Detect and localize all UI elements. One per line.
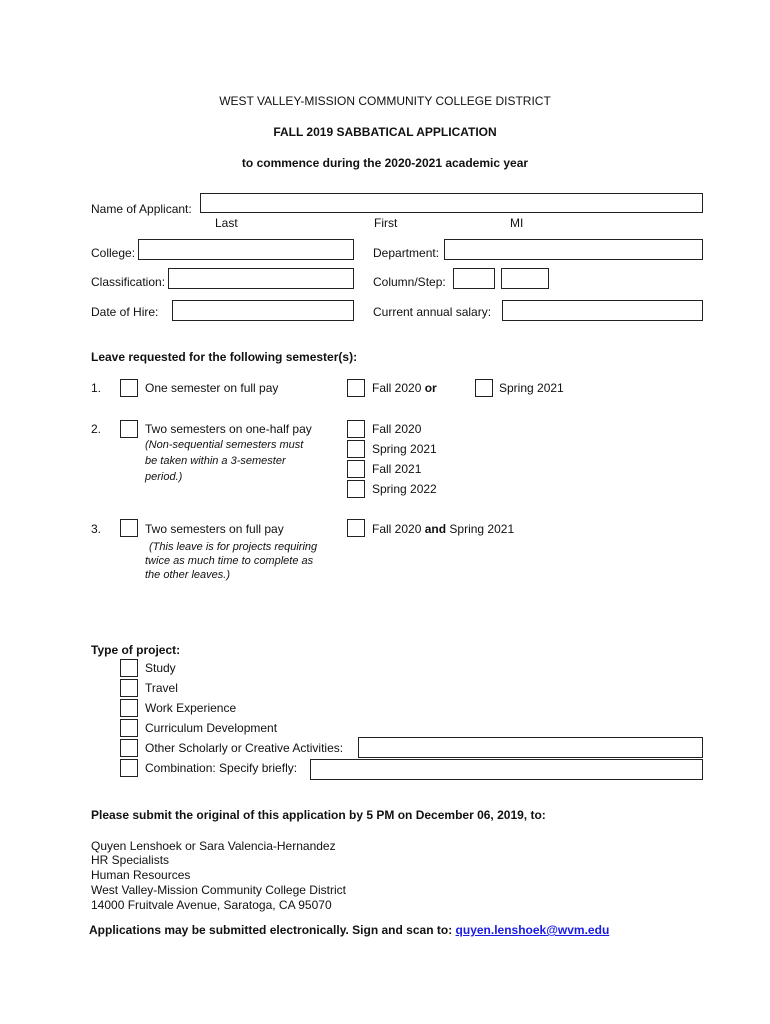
- project-curriculum-label: Curriculum Development: [145, 721, 278, 735]
- column-step-label: Column/Step:: [373, 275, 446, 289]
- department-label: Department:: [373, 246, 440, 260]
- project-study-checkbox[interactable]: [120, 659, 138, 677]
- option-2-checkbox[interactable]: [120, 420, 138, 438]
- project-scholarly-checkbox[interactable]: [120, 739, 138, 757]
- department-field[interactable]: [444, 239, 703, 260]
- college-field[interactable]: [138, 239, 354, 260]
- address-line-4: West Valley-Mission Community College District: [91, 883, 346, 897]
- salary-label: Current annual salary:: [373, 305, 492, 319]
- electronic-submission-text: Applications may be submitted electronically. Sign and scan to:: [89, 923, 453, 937]
- classification-field[interactable]: [168, 268, 354, 289]
- project-scholarly-label: Other Scholarly or Creative Activities:: [145, 741, 344, 755]
- hire-date-label: Date of Hire:: [91, 305, 159, 319]
- opt2-spring2021-label: Spring 2021: [372, 442, 437, 456]
- form-subtitle: to commence during the 2020-2021 academic year: [241, 156, 529, 170]
- option-3-number: 3.: [91, 522, 102, 536]
- scholarly-activities-field[interactable]: [358, 737, 703, 758]
- address-line-3: Human Resources: [91, 868, 191, 882]
- college-label: College:: [91, 246, 136, 260]
- applicant-name-field[interactable]: [200, 193, 703, 213]
- classification-label: Classification:: [91, 275, 166, 289]
- option-3-note-line-1: (This leave is for projects requiring: [149, 541, 318, 553]
- opt1-spring2021-label: Spring 2021: [499, 381, 564, 395]
- opt1-fall2020-text: [372, 381, 437, 395]
- project-travel-checkbox[interactable]: [120, 679, 138, 697]
- option-2-note-line-2: be taken within a 3-semester: [145, 455, 286, 467]
- project-heading: Type of project:: [91, 643, 181, 657]
- opt2-fall2021-label: Fall 2021: [372, 462, 422, 476]
- opt3-choice-text: [372, 522, 514, 536]
- opt3-fall2020-label: Fall 2020: [372, 522, 422, 536]
- district-name: WEST VALLEY-MISSION COMMUNITY COLLEGE DISTRICT: [219, 94, 551, 108]
- opt2-fall2020-label: Fall 2020: [372, 422, 422, 436]
- opt2-spring2021-checkbox[interactable]: [347, 440, 365, 458]
- project-curriculum-checkbox[interactable]: [120, 719, 138, 737]
- email-link[interactable]: quyen.lenshoek@wvm.edu: [455, 923, 610, 937]
- option-3-label: Two semesters on full pay: [145, 522, 284, 536]
- project-combination-checkbox[interactable]: [120, 759, 138, 777]
- option-2-number: 2.: [91, 422, 102, 436]
- opt2-fall2021-checkbox[interactable]: [347, 460, 365, 478]
- project-work-experience-label: Work Experience: [145, 701, 237, 715]
- option-2-note-line-3: period.): [145, 471, 183, 483]
- combination-specify-field[interactable]: [310, 759, 703, 780]
- option-3-note-line-2: twice as much time to complete as: [145, 555, 314, 567]
- address-line-1: Quyen Lenshoek or Sara Valencia-Hernandez: [91, 839, 336, 853]
- form-title: FALL 2019 SABBATICAL APPLICATION: [273, 125, 497, 139]
- project-combination-label: Combination: Specify briefly:: [145, 761, 298, 775]
- option-3-note-line-3: the other leaves.): [145, 569, 230, 581]
- leave-heading: Leave requested for the following semester(s):: [91, 350, 358, 364]
- column-field[interactable]: [453, 268, 495, 289]
- submit-heading: Please submit the original of this application by 5 PM on December 06, 2019, to:: [91, 808, 546, 822]
- name-label: Name of Applicant:: [91, 202, 192, 216]
- opt3-spring2021-label: Spring 2021: [449, 522, 515, 536]
- opt3-fall-spring-checkbox[interactable]: [347, 519, 365, 537]
- opt2-spring2022-label: Spring 2022: [372, 482, 437, 496]
- project-travel-label: Travel: [145, 681, 178, 695]
- opt1-or-word: or: [424, 381, 437, 395]
- last-name-caption: Last: [215, 216, 238, 230]
- opt1-spring2021-checkbox[interactable]: [475, 379, 493, 397]
- option-2-note-line-1: (Non-sequential semesters must: [145, 439, 304, 451]
- option-2-label: Two semesters on one-half pay: [145, 422, 312, 436]
- address-line-5: 14000 Fruitvale Avenue, Saratoga, CA 95070: [91, 898, 332, 912]
- first-name-caption: First: [374, 216, 398, 230]
- address-line-2: HR Specialists: [91, 853, 170, 867]
- opt2-fall2020-checkbox[interactable]: [347, 420, 365, 438]
- project-study-label: Study: [145, 661, 176, 675]
- option-3-checkbox[interactable]: [120, 519, 138, 537]
- middle-initial-caption: MI: [510, 216, 524, 230]
- project-work-experience-checkbox[interactable]: [120, 699, 138, 717]
- opt2-spring2022-checkbox[interactable]: [347, 480, 365, 498]
- opt1-fall2020-label: Fall 2020: [372, 381, 422, 395]
- opt1-fall2020-checkbox[interactable]: [347, 379, 365, 397]
- opt3-and-word: and: [424, 522, 447, 536]
- option-1-checkbox[interactable]: [120, 379, 138, 397]
- salary-field[interactable]: [502, 300, 703, 321]
- option-1-label: One semester on full pay: [145, 381, 279, 395]
- step-field[interactable]: [501, 268, 549, 289]
- option-1-number: 1.: [91, 381, 102, 395]
- electronic-submission: [89, 923, 609, 937]
- hire-date-field[interactable]: [172, 300, 354, 321]
